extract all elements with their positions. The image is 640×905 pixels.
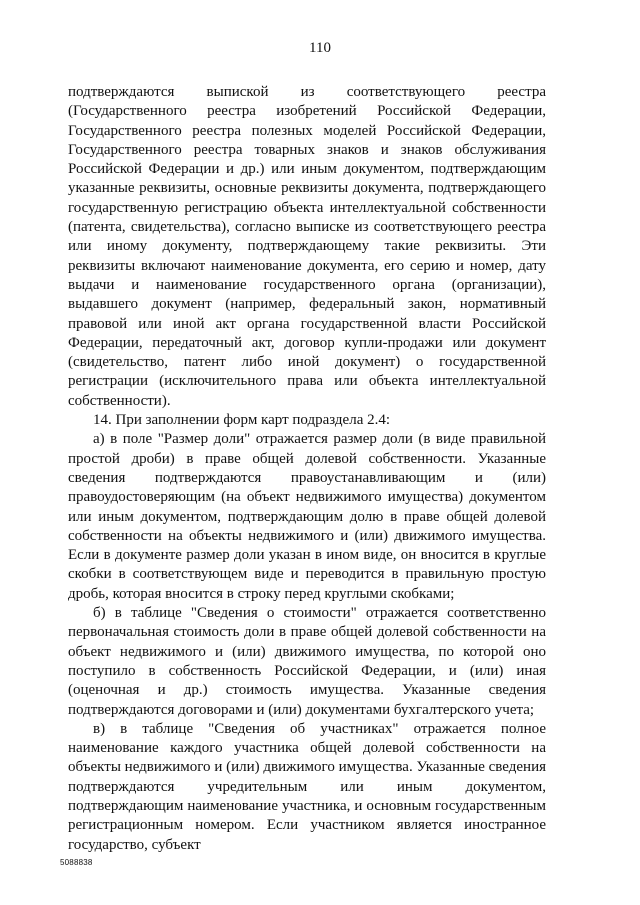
paragraph-subitem-v: в) в таблице "Сведения об участниках" отражается полное наименование каждого участника общей долевой собственности на объекты недвижимого и (или) движимого имущества. Указанные сведения подтверждаются учредительным или иным документом, подтверждающим наименование участника, и основным государственным регистрационным номером. Если участником является иностранное государство, субъект	[68, 720, 546, 853]
paragraph-subitem-b: б) в таблице "Сведения о стоимости" отражается соответственно первоначальная стоимость доли в праве общей долевой собственности на объект недвижимого и (или) движимого имущества, по которой оно поступило в собственность Российской Федерации, и (или) иная (оценочная и др.) стоимость имущества. Указанные сведения подтверждаются договорами и (или) документами бухгалтерского учета;	[68, 605, 546, 718]
document-code: 5088838	[60, 858, 93, 867]
paragraph-subitem-a: а) в поле "Размер доли" отражается размер доли (в виде правильной простой дроби) в праве общей долевой собственности. Указанные сведения подтверждаются правоустанавливающим и (или) правоудостоверяющим (на объект недвижимого имущества) документом или иным документом, подтверждающим долю в праве общей долевой собственности на объекты недвижимого и (или) движимого имущества. Если в документе размер доли указан в ином виде, он вносится в круглые скобки в соответствующем виде и переводится в правильную простую дробь, которая вносится в строку перед круглыми скобками;	[68, 431, 546, 602]
paragraph-item-14: 14. При заполнении форм карт подраздела 2.4:	[93, 412, 391, 429]
document-body	[68, 83, 546, 855]
page-number: 110	[309, 40, 331, 56]
paragraph-continuation: подтверждаются выпиской из соответствующего реестра (Государственного реестра изобретений Российской Федерации, Государственного реестра полезных моделей Российской Федерации, Государственного реестра товарных знаков и знаков обслуживания Российской Федерации и др.) или иным документом, подтверждающим указанные реквизиты, основные реквизиты документа, подтверждающего государственную регистрацию объекта интеллектуальной собственности (патента, свидетельства), согласно выписке из соответствующего реестра или иному документу, подтверждающему такие реквизиты. Эти реквизиты включают наименование документа, его серию и номер, дату выдачи и наименование государственного органа (организации), выдавшего документ (например, федеральный закон, нормативный правовой или иной акт органа государственной власти Российской Федерации, передаточный акт, договор купли-продажи или документ (свидетельство, патент либо иной документ) о государственной регистрации (исключительного права или объекта интеллектуальной собственности).	[68, 84, 546, 409]
